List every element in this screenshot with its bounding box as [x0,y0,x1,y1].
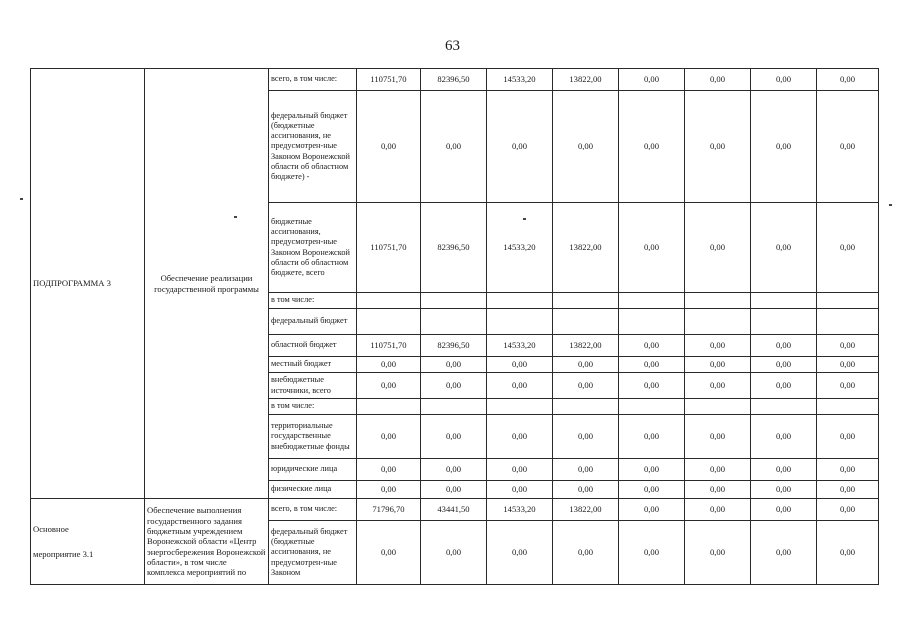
amount-cell: 0,00 [817,459,879,481]
amount-cell [421,399,487,415]
funding-source-cell: федеральный бюджет [269,309,357,335]
amount-cell: 13822,00 [553,203,619,293]
amount-cell: 43441,50 [421,499,487,521]
funding-source-cell: в том числе: [269,399,357,415]
amount-cell: 0,00 [685,459,751,481]
amount-cell: 0,00 [553,415,619,459]
event-code-line2: мероприятие 3.1 [33,548,94,559]
amount-cell: 0,00 [487,481,553,499]
amount-cell: 0,00 [357,415,421,459]
amount-cell: 0,00 [751,521,817,585]
page-number: 63 [445,38,460,54]
amount-cell [357,293,421,309]
amount-cell: 0,00 [817,481,879,499]
amount-cell [421,293,487,309]
amount-cell: 0,00 [685,335,751,357]
amount-cell: 0,00 [619,499,685,521]
amount-cell: 0,00 [619,459,685,481]
amount-cell: 0,00 [619,521,685,585]
amount-cell: 0,00 [619,203,685,293]
amount-cell [619,399,685,415]
amount-cell [751,399,817,415]
amount-cell: 0,00 [487,415,553,459]
subprogram-code: ПОДПРОГРАММА 3 [31,69,145,499]
amount-cell: 0,00 [751,499,817,521]
amount-cell: 0,00 [619,415,685,459]
amount-cell: 71796,70 [357,499,421,521]
amount-cell: 0,00 [357,459,421,481]
amount-cell: 0,00 [619,91,685,203]
amount-cell: 110751,70 [357,203,421,293]
amount-cell: 0,00 [685,203,751,293]
amount-cell: 0,00 [487,357,553,373]
scan-mark [889,204,892,206]
funding-source-cell: бюджетные ассигнования, предусмотрен-ные Законом Воронежской области об областном бюджете, всего [269,203,357,293]
funding-source-cell: территориальные государственные внебюджетные фонды [269,415,357,459]
amount-cell: 0,00 [619,373,685,399]
amount-cell: 0,00 [817,521,879,585]
amount-cell: 0,00 [751,69,817,91]
amount-cell [421,309,487,335]
amount-cell [817,293,879,309]
amount-cell: 0,00 [487,459,553,481]
amount-cell: 0,00 [751,357,817,373]
amount-cell: 0,00 [487,373,553,399]
funding-source-cell: в том числе: [269,293,357,309]
funding-source-cell: местный бюджет [269,357,357,373]
event-description: Обеспечение выполнения государственного задания бюджетным учреждением Воронежской области «Центр энергосбережения Воронежской области», в том числе комплекса мероприятий по [145,499,269,585]
amount-cell [357,309,421,335]
funding-source-cell: всего, в том числе: [269,69,357,91]
scan-mark [523,218,526,220]
amount-cell: 110751,70 [357,335,421,357]
funding-source-cell: юридические лица [269,459,357,481]
table-row [31,69,879,91]
amount-cell: 82396,50 [421,69,487,91]
amount-cell: 0,00 [357,357,421,373]
amount-cell: 0,00 [817,357,879,373]
funding-source-cell: федеральный бюджет (бюджетные ассигнования, не предусмотрен-ные Законом [269,521,357,585]
amount-cell: 0,00 [553,521,619,585]
amount-cell: 0,00 [421,91,487,203]
funding-source-cell: внебюджетные источники, всего [269,373,357,399]
funding-source-cell: федеральный бюджет (бюджетные ассигнования, не предусмотрен-ные Законом Воронежской области об областном бюджете) - [269,91,357,203]
funding-source-cell: областной бюджет [269,335,357,357]
scan-mark [20,198,23,200]
amount-cell [357,399,421,415]
amount-cell: 0,00 [421,373,487,399]
amount-cell: 110751,70 [357,69,421,91]
amount-cell: 0,00 [357,373,421,399]
amount-cell: 0,00 [751,203,817,293]
amount-cell: 0,00 [685,91,751,203]
amount-cell: 0,00 [421,459,487,481]
amount-cell: 0,00 [553,481,619,499]
amount-cell: 13822,00 [553,69,619,91]
amount-cell [685,293,751,309]
amount-cell: 13822,00 [553,499,619,521]
amount-cell: 0,00 [751,415,817,459]
amount-cell: 0,00 [685,415,751,459]
amount-cell: 0,00 [817,69,879,91]
amount-cell: 14533,20 [487,335,553,357]
amount-cell: 0,00 [751,481,817,499]
amount-cell: 0,00 [619,481,685,499]
amount-cell: 0,00 [357,481,421,499]
funding-source-cell: физические лица [269,481,357,499]
amount-cell: 0,00 [817,91,879,203]
funding-source-cell: всего, в том числе: [269,499,357,521]
amount-cell [817,309,879,335]
amount-cell: 13822,00 [553,335,619,357]
event-code [31,499,145,585]
amount-cell: 14533,20 [487,203,553,293]
amount-cell: 0,00 [817,335,879,357]
amount-cell: 14533,20 [487,69,553,91]
amount-cell: 0,00 [817,499,879,521]
amount-cell: 0,00 [619,335,685,357]
amount-cell: 0,00 [357,521,421,585]
table-row [31,499,879,521]
amount-cell: 0,00 [619,357,685,373]
amount-cell: 0,00 [685,521,751,585]
amount-cell: 0,00 [751,373,817,399]
amount-cell [685,399,751,415]
amount-cell: 0,00 [685,481,751,499]
event-code-line1: Основное [33,524,69,535]
amount-cell [685,309,751,335]
amount-cell: 0,00 [685,499,751,521]
amount-cell [751,309,817,335]
amount-cell: 0,00 [817,373,879,399]
amount-cell: 82396,50 [421,335,487,357]
amount-cell [487,293,553,309]
amount-cell: 14533,20 [487,499,553,521]
amount-cell [751,293,817,309]
amount-cell [817,399,879,415]
amount-cell: 0,00 [751,91,817,203]
amount-cell [487,309,553,335]
amount-cell: 0,00 [685,357,751,373]
amount-cell: 0,00 [751,335,817,357]
amount-cell: 0,00 [421,481,487,499]
amount-cell: 0,00 [751,459,817,481]
amount-cell: 0,00 [421,357,487,373]
amount-cell: 0,00 [685,69,751,91]
amount-cell: 0,00 [619,69,685,91]
amount-cell: 0,00 [553,91,619,203]
amount-cell [553,399,619,415]
amount-cell: 0,00 [817,415,879,459]
amount-cell: 0,00 [357,91,421,203]
amount-cell: 0,00 [487,521,553,585]
subprogram-description: Обеспечение реализации государственной программы [145,69,269,499]
amount-cell [619,293,685,309]
amount-cell: 0,00 [553,373,619,399]
amount-cell: 0,00 [817,203,879,293]
amount-cell: 0,00 [421,415,487,459]
amount-cell: 0,00 [487,91,553,203]
amount-cell [487,399,553,415]
amount-cell: 0,00 [553,357,619,373]
amount-cell: 0,00 [421,521,487,585]
amount-cell [553,309,619,335]
amount-cell: 0,00 [553,459,619,481]
amount-cell: 0,00 [685,373,751,399]
amount-cell: 82396,50 [421,203,487,293]
scan-mark [234,216,237,218]
funding-table [30,68,879,585]
amount-cell [619,309,685,335]
amount-cell [553,293,619,309]
